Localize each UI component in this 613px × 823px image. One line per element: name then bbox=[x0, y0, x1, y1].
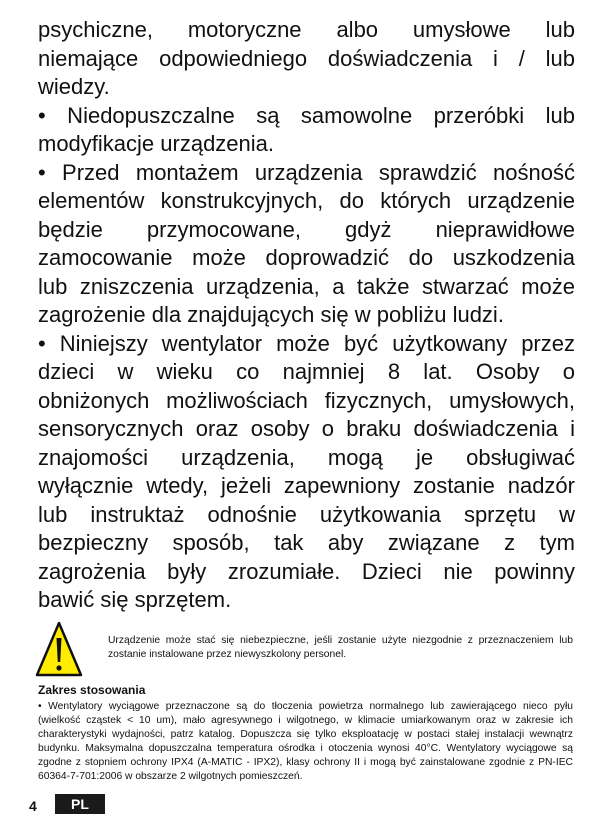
section-line: budynku. Maksymalna dopuszczalna temperatura ośrodka i otoczenia wynosi 40°C. Wentylatory wyciągowe są bbox=[38, 743, 573, 754]
section-heading: Zakres stosowania bbox=[38, 683, 146, 697]
text-line: wiedzy. bbox=[38, 74, 110, 99]
text-line: zamocowanie może doprowadzić do uszkodzenia bbox=[38, 245, 575, 270]
text-line: sensorycznych oraz osoby o braku doświadczenia i bbox=[38, 416, 575, 441]
section-line: (wielkość cząstek < 10 um), mało agresywnego i wilgotnego, w klimacie umiarkowanym oraz w zakresie ich bbox=[38, 715, 573, 726]
text-line: • Niedopuszczalne są samowolne przeróbki lub bbox=[38, 102, 575, 128]
text-line: bawić się sprzętem. bbox=[38, 587, 232, 612]
text-line: zagrożenia były zrozumiałe. Dzieci nie powinny bbox=[38, 558, 575, 584]
section-line: charakterystyki wydajności, patrz katalog. Dopuszcza się tylko eksploatację w postaci stałej instalacji wewnątrz bbox=[38, 729, 573, 740]
text-line: psychiczne, motoryczne albo umysłowe lub bbox=[38, 17, 575, 42]
warning-line: zostanie instalowane przez niewyszkolony personel. bbox=[108, 649, 347, 660]
warning-triangle-icon bbox=[35, 621, 83, 677]
text-line: • Niniejszy wentylator może być użytkowany przez bbox=[38, 330, 575, 356]
text-line: lub instruktaż odnośnie użytkowania sprzętu w bbox=[38, 501, 575, 527]
text-line: dzieci w wieku co najmniej 8 lat. Osoby o bbox=[38, 359, 575, 384]
section-line: zgodne z stopniem ochrony IPX4 (A-MATIC - IPX2), klasy ochrony II i mogą być zainstalowane zgodnie z PN-IEC bbox=[38, 757, 573, 768]
text-line: bezpieczny sposób, tak aby związane z tym bbox=[38, 530, 575, 555]
language-badge: PL bbox=[55, 794, 105, 814]
text-line: lub zniszczenia urządzenia, a także stwarzać może bbox=[38, 273, 575, 299]
text-line: znajomości urządzenia, mogą je obsługiwać bbox=[38, 444, 575, 470]
main-text bbox=[38, 16, 575, 615]
warning-text bbox=[108, 634, 573, 662]
text-line: elementów konstrukcyjnych, do których urządzenie bbox=[38, 188, 575, 213]
text-line: będzie przymocowane, gdyż nieprawidłowe bbox=[38, 216, 575, 242]
text-line: niemające odpowiedniego doświadczenia i / lub bbox=[38, 45, 575, 71]
warning-line: Urządzenie może stać się niebezpieczne, jeśli zostanie użyte niezgodnie z przeznaczeniem lub bbox=[108, 635, 573, 646]
text-line: modyfikacje urządzenia. bbox=[38, 131, 275, 156]
text-line: • Przed montażem urządzenia sprawdzić nośność bbox=[38, 159, 575, 185]
page-number: 4 bbox=[29, 798, 37, 814]
text-line: wyłącznie wtedy, jeżeli zapewniony zostanie nadzór bbox=[38, 473, 575, 498]
text-line: obniżonych możliwościach fizycznych, umysłowych, bbox=[38, 387, 575, 413]
section-line: • Wentylatory wyciągowe przeznaczone są do tłoczenia powietrza normalnego lub zawierającego nieco pyłu bbox=[38, 701, 573, 712]
section-body bbox=[38, 700, 573, 784]
section-line: 60364-7-701:2006 w obszarze 2 wilgotnych pomieszczeń. bbox=[38, 771, 303, 782]
text-line: zagrożenie dla znajdujących się w pobliżu ludzi. bbox=[38, 302, 504, 327]
